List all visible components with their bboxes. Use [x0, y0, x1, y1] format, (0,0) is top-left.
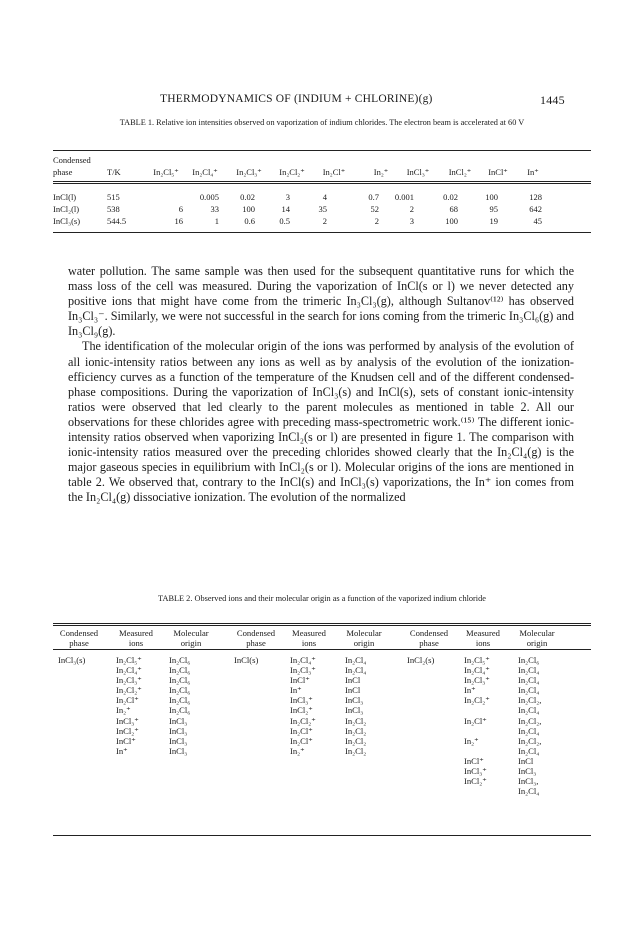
page-number: 1445 [540, 93, 565, 107]
body-text [68, 264, 574, 506]
table2-origin: In₂Cl₂ [345, 735, 367, 746]
table1-cell: 0.7 [368, 192, 379, 202]
table1-cell: 0.6 [244, 216, 255, 226]
table2-ion: InCl₃⁺ [464, 766, 487, 777]
table2-origin: In₂Cl₆ [169, 685, 191, 696]
table2-origin: In₂Cl₂, [518, 715, 542, 726]
table2-header: Measured [292, 628, 326, 638]
table1-cell: 100 [485, 192, 498, 202]
table1-cell: 100 [445, 216, 458, 226]
table2-header: Molecular [173, 628, 209, 638]
table1-ion-header: In₂Cl₂⁺ [279, 167, 305, 177]
table2-ion: In⁺ [290, 685, 302, 696]
table1-cell: 3 [285, 192, 290, 202]
table2-ion [464, 726, 490, 736]
table2-ion [464, 705, 490, 715]
table2-ion: In₂⁺ [290, 745, 305, 756]
table1-cell: 0.02 [443, 192, 458, 202]
table2-origin: In₂Cl₆ [169, 695, 191, 706]
table2-header: phase [246, 638, 266, 648]
table2-header: Molecular [346, 628, 382, 638]
table2-phase: InCl(s) [234, 655, 259, 665]
table1-cell: 2 [322, 216, 327, 226]
table1-cell: 95 [489, 204, 498, 214]
table2-ion: InCl₃⁺ [116, 715, 139, 726]
table2-ion: InCl₃⁺ [290, 695, 313, 706]
table2-top-rule-2 [53, 625, 591, 626]
table1-mid-rule-2 [53, 183, 591, 184]
table1-ion-header: In₂Cl₅⁺ [153, 167, 179, 177]
table1-cell: 35 [318, 204, 327, 214]
table2-ion [464, 746, 490, 756]
table2-origin: InCl₃ [169, 715, 188, 726]
table1-cell: 45 [533, 216, 542, 226]
table1-row-temperature: 538 [107, 204, 120, 214]
table1-ion-header: InCl₂⁺ [448, 167, 472, 177]
table2-phase: InCl₃(s) [58, 655, 86, 665]
table2-ion: In₂⁺ [116, 705, 131, 716]
table1-cell: 4 [322, 192, 327, 202]
table2-ion: In₂Cl₅⁺ [116, 655, 142, 665]
table1-cell: 68 [449, 204, 458, 214]
table2-origin: InCl₃ [169, 735, 188, 746]
table2-bottom-rule [53, 835, 591, 836]
table1-cell: 3 [409, 216, 414, 226]
table2-origin: In₂Cl₄ [518, 705, 540, 716]
table1-cell: 100 [242, 204, 255, 214]
table2-origin: In₂Cl₄ [345, 665, 367, 676]
table2-ion: In₂Cl₂⁺ [116, 685, 142, 696]
running-header-title: THERMODYNAMICS OF (INDIUM + CHLORINE)(g) [160, 93, 433, 105]
table2-ion: In₂Cl₂⁺ [464, 695, 490, 706]
table2-header: Measured [119, 628, 153, 638]
table2-header: origin [353, 638, 375, 648]
table2-ion: InCl⁺ [464, 755, 484, 766]
table1-row-phase: InCl₃(s) [53, 216, 81, 226]
table1-row-phase: InCl₂(l) [53, 204, 80, 214]
table2-origin: InCl₃ [169, 725, 188, 736]
table2-origin: In₂Cl₄ [518, 675, 540, 686]
table2-ion-column [290, 655, 316, 756]
table2-ion: In₂Cl₄⁺ [290, 655, 316, 665]
table2-origin: In₂Cl₄ [518, 685, 540, 696]
table1-cell: 33 [210, 204, 219, 214]
table1-row-temperature: 544.5 [107, 216, 127, 226]
table2-ion: In⁺ [116, 745, 128, 756]
table2-ion: In₂Cl₂⁺ [290, 715, 316, 726]
table2-origin: In₂Cl₆ [169, 665, 191, 676]
table1-ion-header: In⁺ [527, 167, 539, 177]
table2-origin: In₂Cl₂ [345, 745, 367, 756]
table1-ion-header: InCl₃⁺ [406, 167, 430, 177]
table2-header: ions [128, 638, 144, 648]
table2-ion: In₂Cl₃⁺ [116, 675, 142, 686]
table1-cell: 0.001 [394, 192, 414, 202]
table2-header: phase [69, 638, 89, 648]
table1-cell: 19 [489, 216, 498, 226]
table1-header-phase-line1: Condensed [53, 155, 91, 165]
table1-cell: 2 [374, 216, 379, 226]
table1-cell: 1 [214, 216, 219, 226]
table2-ion: In₂Cl⁺ [290, 725, 313, 736]
table2-origin: InCl₃, [518, 776, 539, 787]
table2-ion-column [464, 655, 490, 796]
table2-header: Condensed [409, 628, 449, 638]
table2-header: origin [180, 638, 202, 648]
table2-ion: InCl₂⁺ [290, 705, 313, 716]
table2-origin: InCl₃ [345, 695, 364, 706]
table1-ion-header: In₂Cl₃⁺ [236, 167, 262, 177]
table1-ion-header: InCl⁺ [488, 167, 508, 177]
table1-mid-rule [53, 181, 591, 182]
table2-ion: In₂Cl₃⁺ [464, 675, 490, 686]
table1-cell: 0.5 [279, 216, 290, 226]
table2-origin: In₂Cl₆ [169, 675, 191, 686]
table2-origin: InCl₃ [169, 745, 188, 756]
table2-origin: In₂Cl₂, [518, 735, 542, 746]
table1-cell: 128 [529, 192, 542, 202]
table1-cell: 0.02 [240, 192, 255, 202]
table2-ion: InCl⁺ [116, 735, 136, 746]
table2-phase: InCl₂(s) [407, 655, 435, 665]
table2-ion: In₂Cl₄⁺ [464, 665, 490, 676]
table2-ion: In⁺ [464, 685, 476, 696]
table2-header: ions [301, 638, 317, 648]
table1-caption: TABLE 1. Relative ion intensities observed on vaporization of indium chlorides. The electron beam is accelerated at 60 V [119, 118, 525, 127]
table2-ion: InCl₂⁺ [464, 776, 487, 787]
table1-row-phase: InCl(l) [53, 192, 77, 202]
table2-origin: In₂Cl₄ [518, 725, 540, 736]
table2-origin: InCl₃ [345, 705, 364, 716]
table2-origin: In₂Cl₄ [518, 745, 540, 756]
table2-origin: In₂Cl₆ [169, 705, 191, 716]
table2-origin-column [169, 655, 190, 756]
table2-origin-column [518, 655, 541, 796]
table2-header-rule [53, 649, 591, 650]
table1-top-rule [53, 150, 591, 151]
table2-header: phase [419, 638, 439, 648]
table2-header: Measured [466, 628, 500, 638]
table2-caption: TABLE 2. Observed ions and their molecular origin as a function of the vaporized indium chloride [158, 594, 486, 603]
table2-origin: InCl [518, 755, 534, 766]
table1-bottom-rule [53, 232, 591, 233]
paragraph-1: water pollution. The same sample was then used for the subsequent quantitative runs for which the mass loss of the cell was measured. During the vaporization of InCl(s or l) we never detected any positive ions that might have come from the trimeric In₃Cl₃(g), although Sultanov⁽¹²⁾ has observed In₃Cl₃⁻. Similarly, we were not successful in the search for ions coming from the trimeric In₃Cl₆(g) and In₃Cl₉(g). [68, 264, 574, 339]
table2-ion: In₂Cl⁺ [116, 695, 139, 706]
table1-cell: 6 [178, 204, 183, 214]
table2-header: origin [526, 638, 548, 648]
table1-ion-header: In₂⁺ [373, 167, 389, 177]
table2-ion: In₂Cl₅⁺ [464, 655, 490, 665]
table2-origin: In₂Cl₄ [518, 665, 540, 676]
table1-row-temperature: 515 [107, 192, 120, 202]
table2-origin: In₂Cl₆ [518, 655, 540, 665]
table2-top-rule [53, 623, 591, 624]
table2-ion: In₂Cl₄⁺ [116, 665, 142, 676]
table2-ion: In₂Cl⁺ [464, 715, 487, 726]
table2-ion [464, 786, 490, 796]
table1-header-phase-line2: phase [53, 167, 73, 177]
table1-cell: 16 [174, 216, 183, 226]
paragraph-2: The identification of the molecular origin of the ions was performed by analysis of the evolution of all ionic-intensity ratios between any ions as well as by analysis of the evolution of the ionization-efficiency curves as a function of the temperature of the Knudsen cell and of the different condensed-phase compositions. During the vaporization of InCl₃(s) and InCl(s), sets of constant ionic-intensity ratios were observed that led clearly to the parent molecules as mentioned in table 2. All our observations for these chlorides agree with preceding mass-spectrometric work.⁽¹⁵⁾ The different ionic-intensity ratios observed when vaporizing InCl₂(s or l) are presented in figure 1. The comparison with ionic-intensity ratios measured over the preceding chlorides showed clearly that the In₂Cl₄(g) is the major gaseous species in equilibrium with InCl₂(s or l). Molecular origins of the ions are mentioned in table 2. We observed that, contrary to the InCl(s) and InCl₃(s) vaporizations, the In⁺ ion comes from the In₂Cl₄(g) dissociative ionization. The evolution of the normalized [68, 339, 574, 505]
table2-ion: InCl₂⁺ [116, 725, 139, 736]
table2-ion: In₂⁺ [464, 735, 479, 746]
table2-origin-column [345, 655, 366, 756]
table2-origin: In₂Cl₂ [345, 725, 367, 736]
table1-cell: 52 [370, 204, 379, 214]
table1-cell: 2 [409, 204, 414, 214]
table2-origin: InCl [345, 685, 361, 696]
table2-origin: In₂Cl₂ [345, 715, 367, 726]
table2-ion: In₂Cl₃⁺ [290, 665, 316, 676]
table2-origin: In₂Cl₆ [169, 655, 191, 665]
table2-ion: InCl⁺ [290, 675, 310, 686]
table2-header: Molecular [519, 628, 555, 638]
table2-ion-column [116, 655, 142, 756]
table1-cell: 0.005 [199, 192, 219, 202]
table1-cell: 642 [529, 204, 542, 214]
table2-origin: In₂Cl₄ [345, 655, 367, 665]
table1-ion-header: In₂Cl₄⁺ [192, 167, 218, 177]
table1-cell: 14 [281, 204, 290, 214]
table2-header: Condensed [59, 628, 99, 638]
table2-origin: InCl [345, 675, 361, 686]
table2-origin: In₂Cl₄ [518, 786, 540, 797]
table2-header: ions [475, 638, 491, 648]
table2-origin: InCl₃ [518, 766, 537, 777]
table2-origin: In₂Cl₂, [518, 695, 542, 706]
table1-ion-header: In₂Cl⁺ [322, 167, 346, 177]
table2-ion: In₂Cl⁺ [290, 735, 313, 746]
table1-header-temperature: T/K [107, 167, 121, 177]
table2-header: Condensed [236, 628, 276, 638]
